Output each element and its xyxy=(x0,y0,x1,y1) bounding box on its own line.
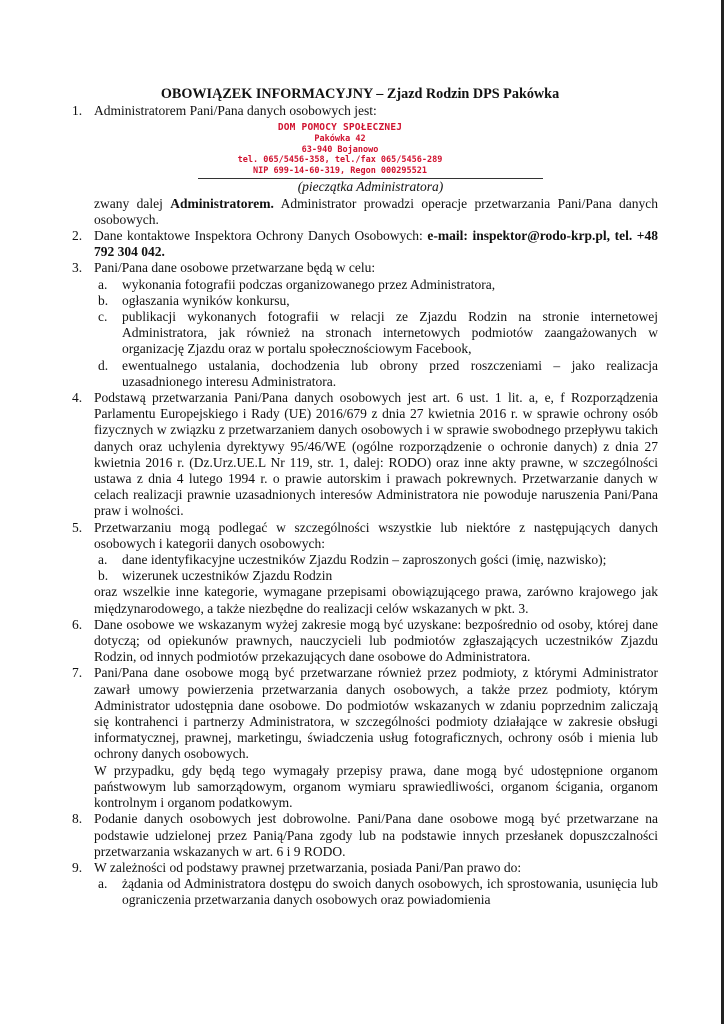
sub-label: d. xyxy=(98,357,109,373)
sub-text: dane identyfikacyjne uczestników Zjazdu Rodzin – zaproszonych gości (imię, nazwisko); xyxy=(122,552,607,568)
list-item-6 xyxy=(62,617,658,666)
item-text: Przetwarzaniu mogą podlegać w szczególności wszystkie lub niektóre z następujących danych osobowych i kategorii danych osobowych: xyxy=(94,519,658,551)
list-item-7 xyxy=(62,665,658,811)
stamp-line: Pakówka 42 xyxy=(314,134,366,144)
item-text: Administratorem Pani/Pana danych osobowych jest: xyxy=(94,103,377,119)
item-number: 9. xyxy=(72,859,83,875)
item-text: Podanie danych osobowych jest dobrowolne. Pani/Pana dane osobowe mogą być przetwarzane na podstawie udzielonej przez Panią/Pana zgody lub na podstawie innych przesłanek dopuszczalności przetwarzania wskazanych w art. 6 i 9 RODO. xyxy=(94,811,658,859)
item-continuation xyxy=(62,196,658,228)
item-number: 8. xyxy=(72,811,83,827)
sub-list xyxy=(94,277,658,390)
stamp-line: DOM POMOCY SPOŁECZNEJ xyxy=(277,122,403,134)
sub-label: b. xyxy=(98,292,109,308)
list-item-3 xyxy=(62,260,658,390)
sub-text: żądania od Administratora dostępu do swoich danych osobowych, ich sprostowania, usunięcia lub ograniczenia przetwarzania danych osobowych oraz powiadomienia xyxy=(122,876,658,908)
sub-text: wykonania fotografii podczas organizowanego przez Administratora, xyxy=(122,276,496,292)
sub-item xyxy=(94,552,658,568)
contact-info: e-mail: inspektor@rodo-krp.pl, tel. +48 792 304 042. xyxy=(94,227,658,260)
item-number: 4. xyxy=(72,390,83,406)
item-number: 7. xyxy=(72,665,83,681)
sub-text: ewentualnego ustalania, dochodzenia lub obrony przed roszczeniami – jako realizacja uzasadnionego interesu Administratora. xyxy=(122,357,658,389)
item-number: 3. xyxy=(72,260,83,276)
sub-label: a. xyxy=(98,876,108,892)
stamp-line: tel. 065/5456-358, tel./fax 065/5456-289 xyxy=(237,155,443,166)
list-item-5 xyxy=(62,520,658,617)
item-text: Dane kontaktowe Inspektora Ochrony Danych Osobowych: xyxy=(94,227,428,243)
item-text: Podstawą przetwarzania Pani/Pana danych osobowych jest art. 6 ust. 1 lit. a, e, f Rozporządzenia Parlamentu Europejskiego i Rady (UE) 2016/679 z dnia 27 kwietnia 2016 r. w sprawie ochrony osób fizycznych w związku z przetwarzaniem danych osobowych i w sprawie swobodnego przepływu takich danych oraz uchylenia dyrektywy 95/46/WE (ogólne rozporządzenie o ochronie danych) z dnia 27 kwietnia 2016 r. (Dz.Urz.UE.L Nr 119, str. 1, dalej: RODO) oraz inne akty prawne, w szczególności ustawa z dnia 4 lutego 1994 r. o prawie autorskim i prawach pokrewnych. Przetwarzanie danych w celach realizacji prawnie uzasadnionych interesów Administratora nie powoduje naruszenia Pani/Pana praw i wolności. xyxy=(94,390,658,519)
item-number: 5. xyxy=(72,519,83,535)
item-number: 2. xyxy=(72,227,83,243)
sub-list xyxy=(94,876,658,908)
list-item-2 xyxy=(62,228,658,260)
sub-label: a. xyxy=(98,552,108,568)
text-segment: Administrator prowadzi operacje przetwarzania Pani/Pana danych osobowych. xyxy=(94,195,659,227)
numbered-list xyxy=(62,103,658,908)
stamp-line: 63-940 Bojanowo xyxy=(301,144,379,155)
item-text-continued: W przypadku, gdy będą tego wymagały przepisy prawa, dane mogą być udostępnione organom państwowym lub samorządowym, organom wymiaru sprawiedliwości, organom ścigania, organom kontrolnym i organom podatkowym. xyxy=(94,762,658,811)
administrator-stamp xyxy=(150,123,530,176)
sub-item xyxy=(94,876,658,908)
sub-text: ogłaszania wyników konkursu, xyxy=(122,292,290,308)
item-text: Pani/Pana dane osobowe mogą być przetwarzane również przez podmioty, z którymi Administrator zawarł umowy powierzenia przetwarzania danych osobowych, a także przez podmioty, którym Administrator udostępnia dane osobowe. Do podmiotów wskazanych w zdaniu poprzednim zaliczają się kontrahenci i partnerzy Administratora, w szczególności podmioty działające w zakresie obsługi informatycznej, prawnej, marketingu, świadczenia usług fotograficznych, ochrony osób i mienia lub ochrony danych osobowych. xyxy=(94,665,658,762)
stamp-line: NIP 699-14-60-319, Regon 000295521 xyxy=(253,165,427,176)
item-text: Pani/Pana dane osobowe przetwarzane będą w celu: xyxy=(94,260,376,276)
item-text: W zależności od podstawy prawnej przetwarzania, posiada Pani/Pan prawo do: xyxy=(94,859,522,875)
list-item-8 xyxy=(62,811,658,860)
sub-item xyxy=(94,358,658,390)
item-continuation: oraz wszelkie inne kategorie, wymagane przepisami obowiązującego prawa, zarówno krajowego jak międzynarodowego, a także niezbędne do realizacji celów wskazanych w pkt. 3. xyxy=(94,584,658,616)
sub-text: publikacji wykonanych fotografii w relacji ze Zjazdu Rodzin na stronie internetowej Administratora, jak również na stronach internetowych podmiotów zaangażowanych w organizację Zjazdu oraz w portalu społecznościowym Facebook, xyxy=(122,309,658,357)
list-item-1 xyxy=(62,103,658,228)
list-item-9 xyxy=(62,860,658,909)
list-item-4 xyxy=(62,390,658,520)
sub-item xyxy=(94,568,658,584)
sub-text: wizerunek uczestników Zjazdu Rodzin xyxy=(122,568,333,584)
sub-item xyxy=(94,293,658,309)
item-number: 1. xyxy=(72,103,83,119)
bold-term: Administratorem. xyxy=(170,195,274,211)
item-number: 6. xyxy=(72,616,83,632)
page-title: OBOWIĄZEK INFORMACYJNY – Zjazd Rodzin DPS Pakówka xyxy=(160,86,560,102)
stamp-caption: (pieczątka Administratora) xyxy=(297,179,444,195)
item-text: Dane osobowe we wskazanym wyżej zakresie mogą być uzyskane: bezpośrednio od osoby, której dane dotyczą; od opiekunów prawnych, nauczycieli lub podmiotów zgłaszających uczestników Zjazdu Rodzin, od innych podmiotów przekazujących dane osobowe do Administratora. xyxy=(94,616,658,665)
sub-label: a. xyxy=(98,276,108,292)
sub-item xyxy=(94,309,658,358)
document-body xyxy=(62,86,658,909)
sub-label: b. xyxy=(98,568,109,584)
sub-item xyxy=(94,277,658,293)
sub-list xyxy=(94,552,658,584)
text-segment: zwany dalej xyxy=(94,195,171,211)
sub-label: c. xyxy=(98,309,108,324)
